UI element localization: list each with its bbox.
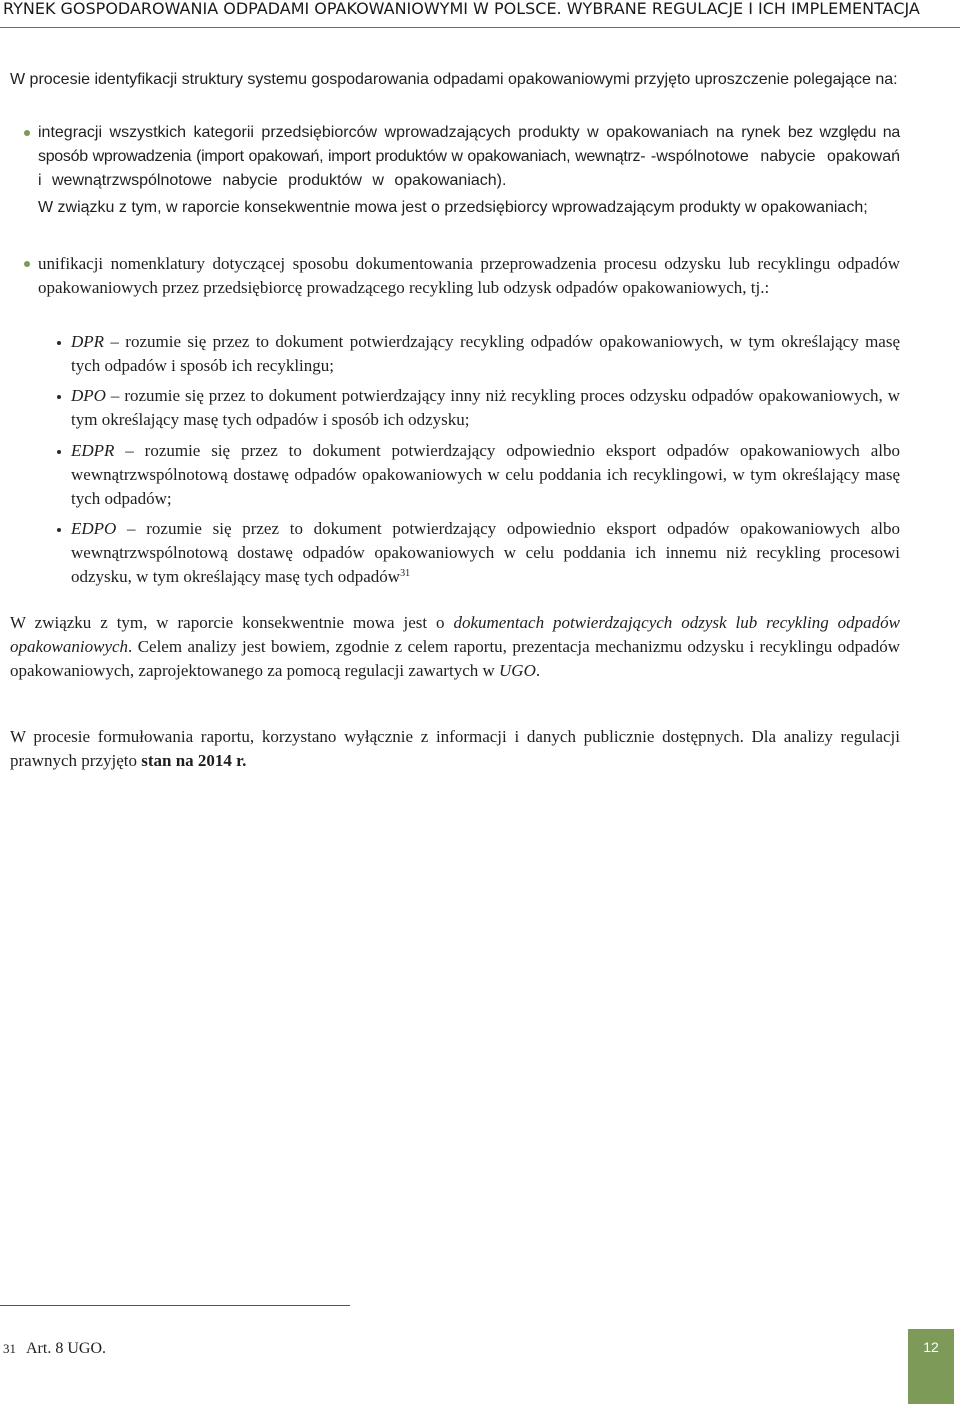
definition-term: DPO [71,386,106,405]
definition-dpr [71,330,900,378]
sub-bullet-marker [57,395,61,399]
paragraph-text: W procesie formułowania raportu, korzystano wyłącznie z informacji i danych publicznie dostępnych. Dla analizy regulacji prawnych przyjęto [10,727,900,770]
intro-paragraph: W procesie identyfikacji struktury systemu gospodarowania odpadami opakowaniowymi przyjęto uproszczenie polegające na: [10,71,898,88]
definition-text: – rozumie się przez to dokument potwierdzający inny niż recykling proces odzysku odpadów opakowaniowych, w tym określający masę tych odpadów i sposób ich odzysku; [71,386,900,429]
paragraph-documents [10,611,900,683]
footnote-text: Art. 8 UGO. [26,1340,106,1357]
bullet-text-line3: -wspólnotowe nabycie opakowań i wewnątrzwspólnotowe nabycie produktów w opakowaniach). [38,148,901,189]
page-number-badge [908,1329,954,1404]
footnote-reference[interactable]: 31 [400,568,411,579]
bullet-item-unification: unifikacji nomenklatury dotyczącej sposobu dokumentowania przeprowadzenia procesu odzysku lub recyklingu odpadów opakowaniowych przez przedsiębiorcę prowadzącego recykling lub odzysk odpadów opakowaniowych, tj.: [38,254,900,297]
running-header: RYNEK GOSPODAROWANIA ODPADAMI OPAKOWANIOWYMI W POLSCE. WYBRANE REGULACJE I ICH IMPLEMENTACJA [3,0,920,18]
definition-term: EDPO [71,519,117,538]
paragraph-italic-term: dokumentach potwierdzających odzysk lub recykling odpadów opakowaniowych [10,613,900,656]
definition-edpo [71,517,900,589]
paragraph-text: W związku z tym, w raporcie konsekwentnie mowa jest o [10,613,454,632]
bullet-text-line1: integracji wszystkich kategorii przedsiębiorców wprowadzających produkty w opakowaniach na rynek [38,124,781,141]
paragraph-sources [10,725,900,773]
definition-term: EDPR [71,441,115,460]
bullet-marker-green [24,130,30,136]
bullet-text-conclusion: W związku z tym, w raporcie konsekwentnie mowa jest o przedsiębiorcy wprowadzającym produkty w opakowaniach; [38,199,868,216]
bullet-item-integration [38,121,900,220]
bullet-text-line2: bez względu na sposób wprowadzenia (import opakowań, import produktów w opakowaniach, wewnątrz- [38,124,901,165]
definition-dpo [71,384,900,432]
paragraph-text: . [535,661,541,680]
definition-text: – rozumie się przez to dokument potwierdzający odpowiednio eksport odpadów opakowaniowych albo wewnątrzwspólnotową dostawę odpadów opakowaniowych w celu poddania ich innemu niż recykling procesowi odzysku, w tym określający masę tych odpadów [71,519,900,586]
definition-text: – rozumie się przez to dokument potwierdzający odpowiednio eksport odpadów opakowaniowych albo wewnątrzwspólnotową dostawę odpadów opakowaniowych w celu poddania ich recyklingowi, w tym określający masę tych odpadów; [71,441,900,508]
footnote [3,1340,106,1358]
page-number: 12 [923,1339,939,1355]
definition-term: DPR [71,332,105,351]
sub-bullet-marker [57,450,61,454]
sub-bullet-marker [57,528,61,532]
bullet-marker-green [24,261,30,267]
sub-bullet-marker [57,341,61,345]
paragraph-bold-date: stan na 2014 r. [141,751,247,770]
paragraph-text: . Celem analizy jest bowiem, zgodnie z celem raportu, prezentacja mechanizmu odzysku i recyklingu odpadów opakowaniowych, zaprojektowanego za pomocą regulacji zawartych w [10,637,900,680]
definition-text: – rozumie się przez to dokument potwierdzający recykling odpadów opakowaniowych, w tym określający masę tych odpadów i sposób ich recyklingu; [71,332,900,375]
definition-edpr [71,439,900,511]
header-divider [0,27,960,28]
footnote-divider [0,1305,350,1306]
footnote-number: 31 [3,1341,16,1356]
paragraph-italic-abbr: UGO [499,661,536,680]
